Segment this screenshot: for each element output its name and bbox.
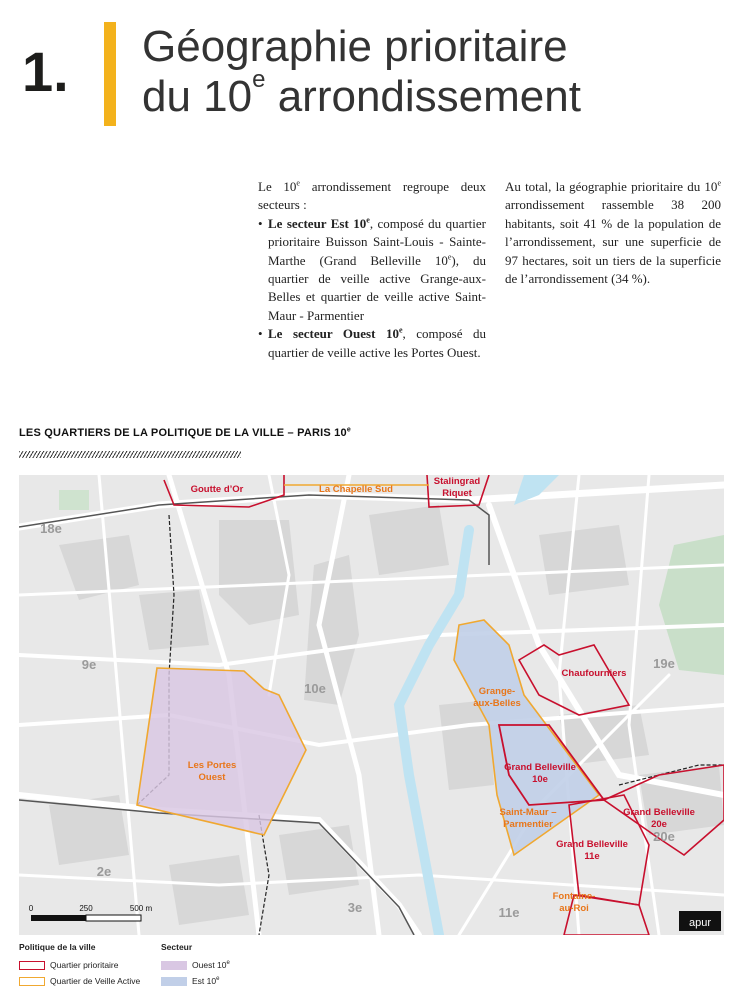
title-line-2-pre: du 10 — [142, 72, 253, 121]
intro-sup: e — [296, 178, 300, 188]
legend-secteur — [161, 942, 230, 989]
block-i — [169, 855, 249, 925]
label-gb20-2: 20e — [651, 819, 667, 830]
legend-label-veille: Quartier de Veille Active — [50, 976, 141, 986]
legend-label-prioritaire: Quartier prioritaire — [50, 960, 119, 970]
map-title — [19, 427, 351, 439]
legend-row-prioritaire — [19, 957, 140, 973]
intro-column — [258, 178, 486, 362]
est-label-a: Le secteur Est 10 — [268, 215, 367, 231]
list-item-est — [258, 215, 486, 325]
label-9e: 9e — [81, 657, 97, 672]
total-column — [505, 178, 721, 288]
label-11e: 11e — [498, 905, 520, 920]
bullet: • — [258, 215, 263, 231]
label-gb10-1: Grand Belleville — [504, 762, 576, 773]
block-d — [539, 525, 629, 595]
label-3e: 3e — [347, 900, 363, 915]
label-portes-1: Les Portes — [187, 760, 237, 771]
label-10e: 10e — [304, 681, 326, 696]
legend-swatch-ouest — [161, 961, 187, 970]
legend-swatch-est — [161, 977, 187, 986]
legend-row-veille — [19, 973, 140, 989]
legend-label-est-text: Est 10 — [192, 976, 217, 986]
label-la-chapelle-sud: La Chapelle Sud — [319, 484, 393, 495]
label-saintmaur-1: Saint-Maur – — [499, 807, 557, 818]
scale-bar-dark — [31, 915, 86, 921]
legend-row-ouest — [161, 957, 230, 973]
label-2e: 2e — [96, 864, 112, 879]
section-number: 1. — [22, 40, 69, 103]
total-b: arrondissement rassemble 38 200 habitants, soit 41 % de la population de l’arrondissement, sur une superficie de 97 hectares, soit un tiers de la superficie de l’arrondissement (34 %). — [505, 197, 721, 287]
est-label — [268, 216, 370, 231]
total-paragraph — [505, 178, 721, 288]
label-19e: 19e — [653, 656, 675, 671]
ouest-text: , composé du quartier de veille active les Portes Ouest. — [268, 326, 487, 360]
label-grange-2: aux-Belles — [473, 698, 521, 709]
map-title-text: LES QUARTIERS DE LA POLITIQUE DE LA VILLE – PARIS 10 — [19, 427, 347, 439]
map-figure — [19, 475, 724, 935]
park-square — [59, 490, 89, 510]
scale-bar-light — [86, 915, 141, 921]
title-line-1: Géographie prioritaire — [142, 22, 568, 71]
bullet: • — [258, 326, 263, 342]
legend-row-est — [161, 973, 230, 989]
legend-label-est — [192, 976, 219, 986]
legend-politique — [19, 942, 140, 989]
legend-label-ouest-text: Ouest 10 — [192, 960, 227, 970]
legend-secteur-title: Secteur — [161, 942, 193, 952]
legend-label-ouest — [192, 960, 230, 970]
block-g — [279, 825, 359, 895]
map-title-sup: e — [346, 426, 351, 434]
legend-label-ouest-sup: e — [226, 960, 230, 967]
title-line-2-post: arrondissement — [265, 72, 581, 121]
hatch-divider — [19, 451, 241, 458]
label-gb20-1: Grand Belleville — [623, 807, 695, 818]
legend-swatch-prioritaire — [19, 961, 45, 970]
total-a: Au total, la géographie prioritaire du 10 — [505, 179, 718, 194]
label-fontaine-2: au-Roi — [559, 903, 589, 914]
label-goutte-dor: Goutte d’Or — [190, 484, 244, 495]
sector-list — [258, 215, 486, 362]
title-line-2-sup: e — [252, 66, 266, 93]
scale-label-0: 0 — [28, 904, 34, 913]
total-sup: e — [717, 178, 721, 188]
label-portes-2: Ouest — [198, 772, 226, 783]
label-saintmaur-2: Parmentier — [503, 819, 553, 830]
label-chaufourniers: Chaufourniers — [561, 668, 627, 679]
list-item-ouest — [258, 325, 486, 362]
scale-label-250: 250 — [79, 904, 93, 913]
label-grange-1: Grange- — [478, 686, 516, 697]
est-text-sup: e — [447, 252, 452, 262]
label-18e: 18e — [40, 521, 62, 536]
est-label-sup: e — [366, 215, 370, 225]
title-line-2 — [142, 66, 581, 122]
ouest-label-a: Le secteur Ouest 10 — [268, 326, 399, 342]
ouest-label — [268, 326, 403, 341]
legend-politique-title: Politique de la ville — [19, 942, 96, 952]
scale-label-500: 500 m — [129, 904, 153, 913]
ouest-label-sup: e — [398, 325, 403, 335]
label-fontaine-1: Fontaine- — [552, 891, 596, 902]
label-stalingrad: Stalingrad — [433, 476, 481, 487]
map-canvas — [19, 475, 724, 935]
est-text-b: ), du quartier de veille active Grange-aux-Belles et quartier de veille active Saint-Maur - Parmentier — [268, 252, 486, 323]
legend-swatch-veille — [19, 977, 45, 986]
label-gb11-2: 11e — [584, 851, 600, 862]
apur-logo — [679, 911, 721, 931]
apur-logo-text: apur — [688, 917, 712, 929]
est-text-a: , composé du quartier prioritaire Buisson Saint-Louis - Sainte-Marthe (Grand Belleville 10 — [268, 215, 486, 268]
accent-bar — [104, 22, 116, 126]
label-gb11-1: Grand Belleville — [556, 839, 628, 850]
intro-paragraph — [258, 178, 486, 215]
legend-label-est-sup: e — [216, 976, 220, 983]
label-gb10-2: 10e — [532, 774, 548, 785]
label-20e: 20e — [653, 829, 675, 844]
block-c — [369, 505, 449, 575]
label-riquet: Riquet — [442, 488, 472, 499]
intro-a: Le 10 — [258, 179, 297, 194]
page-title — [142, 22, 581, 122]
intro-b: arrondissement regroupe deux secteurs : — [258, 179, 486, 213]
